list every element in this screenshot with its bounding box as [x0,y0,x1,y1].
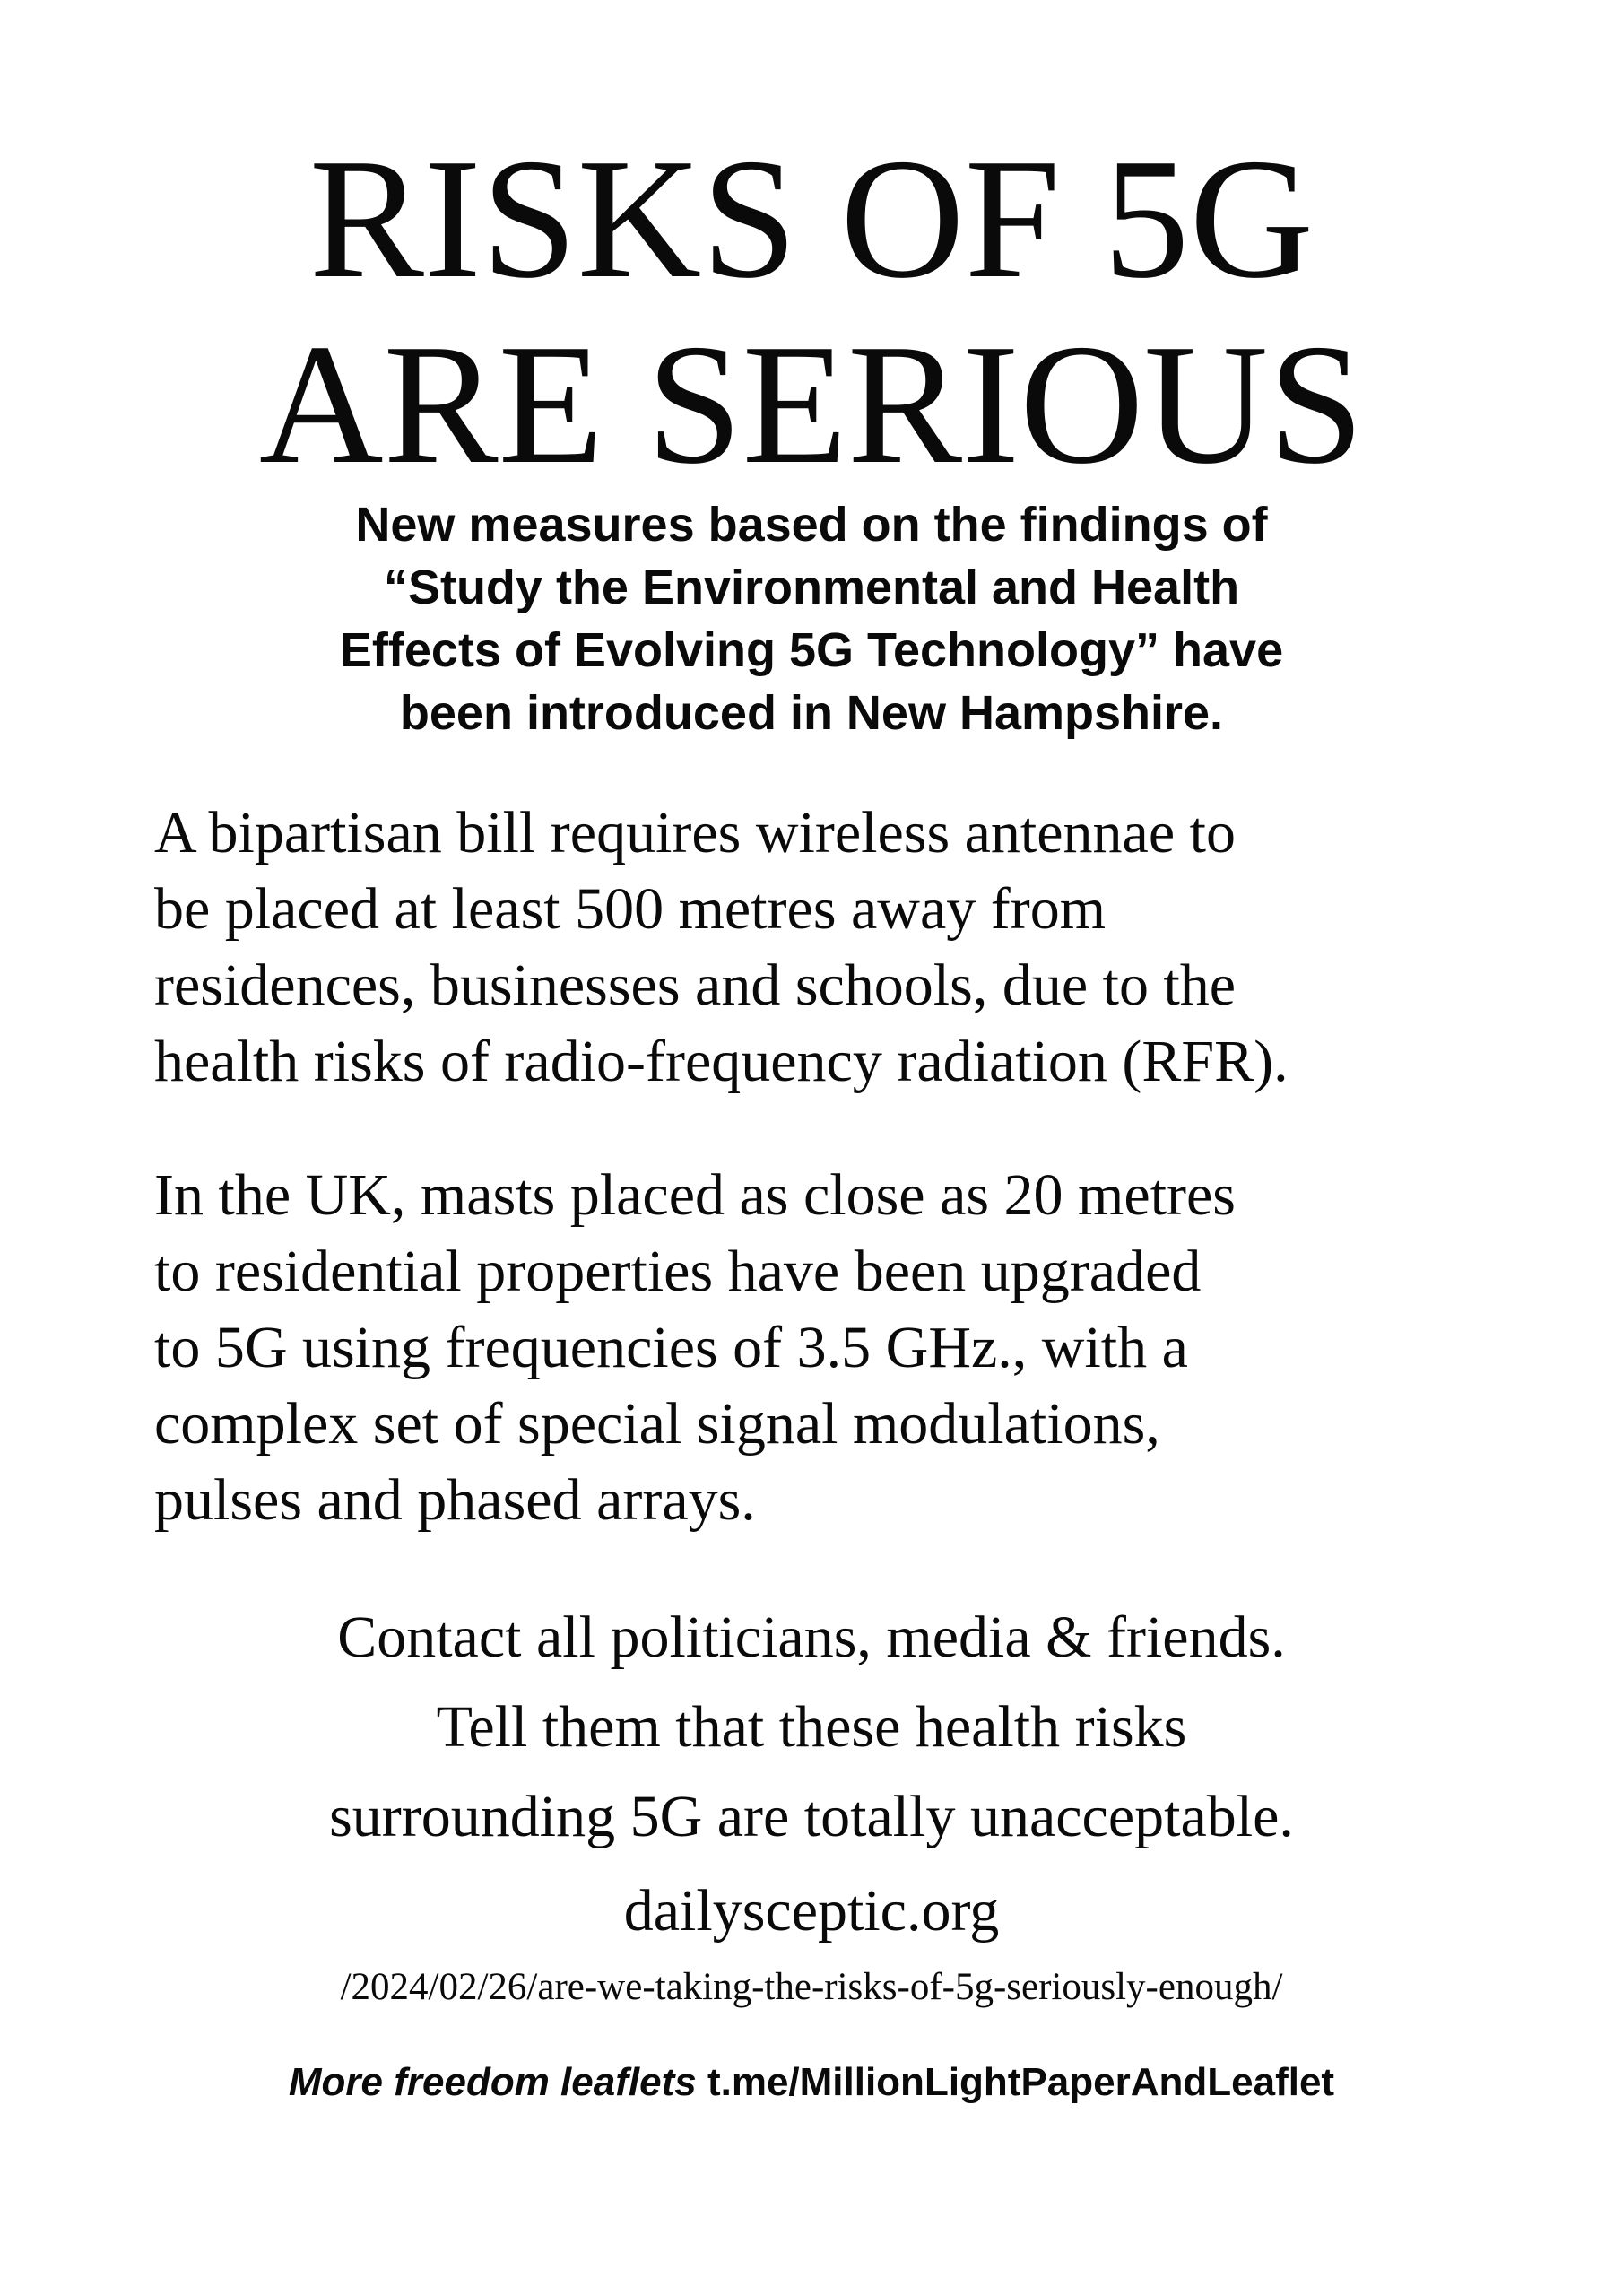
paragraph-line: In the UK, masts placed as close as 20 metres [154,1162,1236,1228]
paragraph-line: pulses and phased arrays. [154,1467,756,1533]
subheading-line: “Study the Environmental and Health [383,561,1240,614]
source-url-path: /2024/02/26/are-we-taking-the-risks-of-5g-seriously-enough/ [340,1966,1283,2008]
footer [0,2056,1623,2109]
paragraph-line: be placed at least 500 metres away from [154,876,1107,942]
paragraph-uk-masts [154,1157,1553,1538]
call-to-action-line: Tell them that these health risks [436,1694,1187,1760]
source-site: dailysceptic.org [623,1878,1000,1944]
paragraph-new-hampshire-bill [154,795,1553,1100]
footer-link: t.me/MillionLightPaperAndLeaflet [707,2060,1335,2104]
call-to-action-line: surrounding 5G are totally unacceptable. [329,1784,1294,1849]
headline-line-2: ARE SERIOUS [258,309,1365,500]
headline-line-1: RISKS OF 5G [308,123,1315,314]
paragraph-line: health risks of radio-frequency radiation (RFR). [154,1029,1289,1094]
paragraph-line: to residential properties have been upgraded [154,1239,1202,1304]
call-to-action-line: Contact all politicians, media & friends. [337,1605,1286,1670]
paragraph-line: complex set of special signal modulations, [154,1391,1160,1457]
subheading-line: Effects of Evolving 5G Technology” have [339,623,1284,677]
footer-label: More freedom leaflets [288,2060,697,2104]
paragraph-line: A bipartisan bill requires wireless antennae to [154,800,1236,865]
paragraph-line: residences, businesses and schools, due to the [154,952,1237,1018]
paragraph-line: to 5G using frequencies of 3.5 GHz., with a [154,1315,1188,1380]
subheading [0,493,1623,744]
subheading-line: been introduced in New Hampshire. [399,686,1224,740]
subheading-line: New measures based on the findings of [355,498,1268,552]
call-to-action [0,1593,1623,1862]
